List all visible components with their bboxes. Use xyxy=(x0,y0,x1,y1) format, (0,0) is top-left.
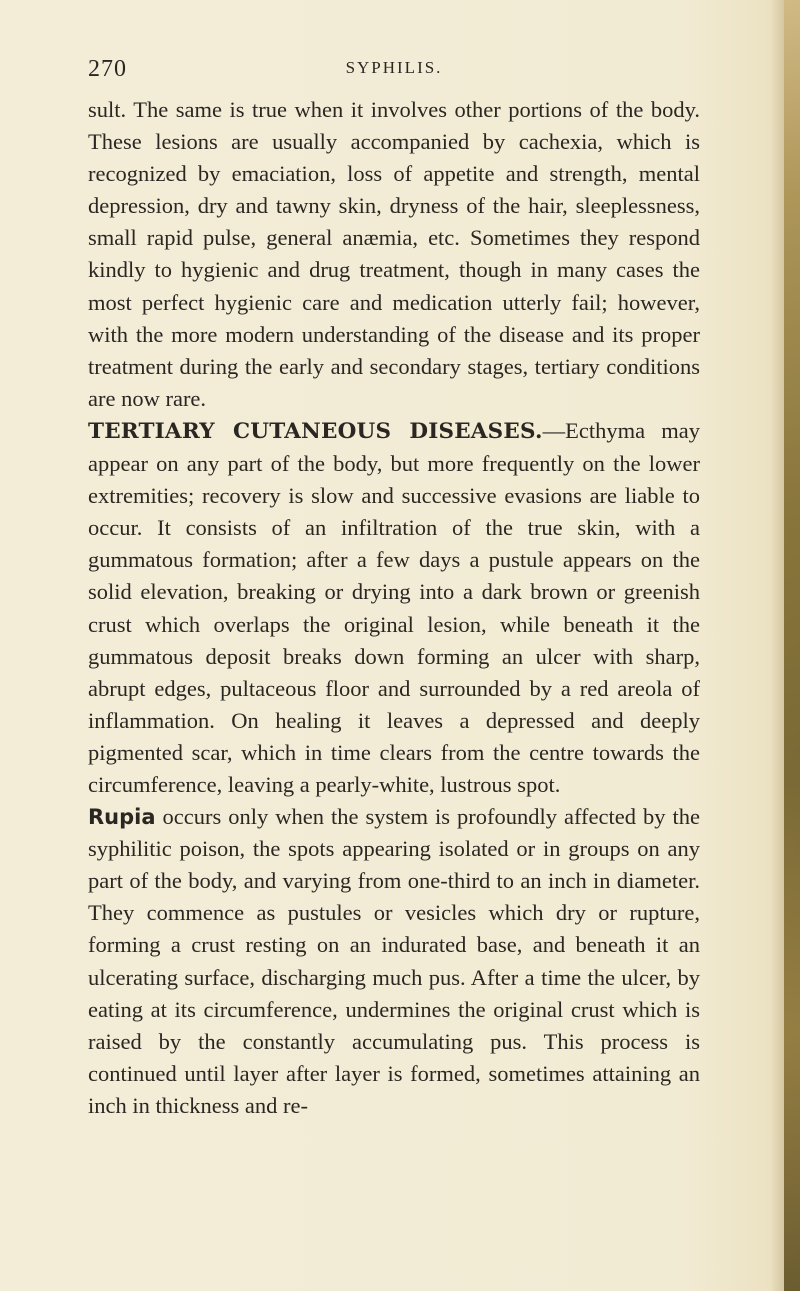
paragraph-2 xyxy=(88,415,700,801)
paragraph-3 xyxy=(88,801,700,1122)
section-heading-tertiary: TERTIARY CUTANEOUS DISEASES. xyxy=(88,418,543,444)
running-title: SYPHILIS. xyxy=(345,58,443,77)
page-header xyxy=(88,56,700,86)
page-edge-shadow xyxy=(770,0,784,1291)
paragraph-3-text: occurs only when the system is profoundly affected by the syphilitic poison, the spots appearing isolated or in groups on any part of the body, and varying from one-third to an inch in diameter. They commence as pustules or vesicles which dry or rupture, forming a crust resting on an indurated base, and beneath it an ulcerating surface, discharging much pus. After a time the ulcer, by eating at its circumference, undermines the original crust which is raised by the constantly accumulating pus. This process is continued until layer after layer is formed, sometimes attaining an inch in thickness and re- xyxy=(88,804,700,1118)
paragraph-1 xyxy=(88,94,700,415)
paragraph-1-text: sult. The same is true when it involves other portions of the body. These lesions are usually accompanied by cachexia, which is recognized by emaciation, loss of appetite and strength, mental depression, dry and tawny skin, dryness of the hair, sleeplessness, small rapid pulse, general anæmia, etc. Sometimes they respond kindly to hygienic and drug treatment, though in many cases the most perfect hygienic care and medication utterly fail; however, with the more modern understanding of the disease and its proper treatment during the early and secondary stages, tertiary conditions are now rare. xyxy=(88,97,700,411)
page-number: 270 xyxy=(88,56,127,82)
paragraph-2-text: —Ecthyma may appear on any part of the body, but more frequently on the lower extremities; recovery is slow and successive evasions are liable to occur. It consists of an infiltration of the true skin, with a gummatous formation; after a few days a pustule appears on the solid elevation, breaking or drying into a dark brown or greenish crust which overlaps the original lesion, while beneath it the gummatous deposit breaks down forming an ulcer with sharp, abrupt edges, pultaceous floor and surrounded by a red areola of inflammation. On healing it leaves a depressed and deeply pigmented scar, which in time clears from the centre towards the circumference, leaving a pearly-white, lustrous spot. xyxy=(88,417,700,797)
section-heading-rupia: Rupia xyxy=(88,805,156,830)
page-edge xyxy=(784,0,800,1291)
body-text xyxy=(88,94,700,1122)
